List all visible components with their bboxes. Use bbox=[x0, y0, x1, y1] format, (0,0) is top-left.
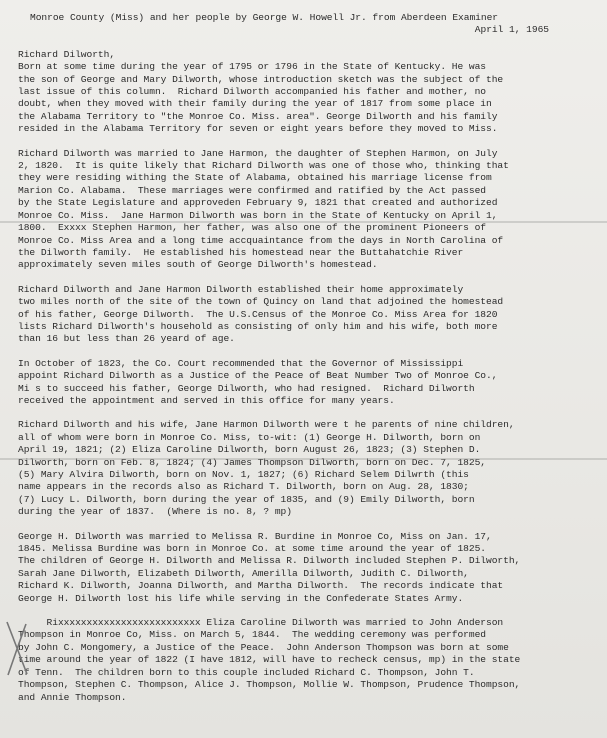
text-line: 1845. Melissa Burdine was born in Monroe Co. at some time around the year of 1825. bbox=[18, 543, 486, 555]
text-line: approximately seven miles south of George Dilworth's homestead. bbox=[18, 259, 378, 271]
paper-fold-line bbox=[0, 221, 607, 223]
header-date: April 1, 1965 bbox=[474, 24, 549, 36]
text-line: 1800. Exxxx Stephen Harmon, her father, was also one of the prominent Pioneers of bbox=[18, 222, 486, 234]
text-line: Mi s to succeed his father, George Dilworth, who had resigned. Richard Dilworth bbox=[18, 382, 475, 394]
paper-fold-line bbox=[0, 458, 607, 460]
text-line: Born at some time during the year of 1795 or 1796 in the State of Kentucky. He was bbox=[18, 61, 486, 73]
text-line: Richard Dilworth and Jane Harmon Dilworth established their home approximately bbox=[18, 283, 464, 295]
text-line: Rixxxxxxxxxxxxxxxxxxxxxxxxx Eliza Caroline Dilworth was married to John Anderson bbox=[18, 617, 504, 629]
text-line: Thompson in Monroe Co, Miss. on March 5, 1844. The wedding ceremony was performed bbox=[18, 629, 486, 641]
text-line: Richard Dilworth and his wife, Jane Harmon Dilworth were t he parents of nine children, bbox=[18, 419, 515, 431]
document-body bbox=[18, 49, 593, 704]
text-line: The children of George H. Dilworth and Melissa R. Dilworth included Stephen P. Dilworth, bbox=[18, 555, 521, 567]
text-line: (7) Lucy L. Dilworth, born during the year of 1835, and (9) Emily Dilworth, born bbox=[18, 493, 475, 505]
text-line: than 16 but less than 26 yeard of age. bbox=[18, 333, 235, 345]
text-line: the son of George and Mary Dilworth, whose introduction sketch was the subject of the bbox=[18, 73, 504, 85]
paragraph bbox=[18, 358, 593, 408]
text-line: George H. Dilworth lost his life while serving in the Confederate States Army. bbox=[18, 592, 464, 604]
text-line: last issue of this column. Richard Dilworth accompanied his father and mother, no bbox=[18, 86, 486, 98]
text-line: (5) Mary Alvira Dilworth, born on Nov. 1, 1827; (6) Richard Selem Dilwrth (this bbox=[18, 469, 469, 480]
paragraph bbox=[18, 284, 593, 346]
text-line: of Tenn. The children born to this couple included Richard C. Thompson, John T. bbox=[18, 666, 475, 678]
text-line: 2, 1820. It is quite likely that Richard Dilworth was one of those who, thinking that bbox=[18, 160, 509, 172]
paragraph bbox=[18, 148, 593, 272]
text-line: lists Richard Dilworth's household as consisting of only him and his wife, both more bbox=[18, 320, 498, 332]
text-line: April 19, 1821; (2) Eliza Caroline Dilworth, born August 26, 1823; (3) Stephen D. bbox=[18, 444, 481, 456]
paragraph bbox=[18, 419, 593, 518]
text-line: Richard Dilworth was married to Jane Harmon, the daughter of Stephen Harmon, on July bbox=[18, 147, 498, 159]
text-line: by the State Legislature and approveden February 9, 1821 that created and authorized bbox=[18, 197, 498, 209]
text-line: appoint Richard Dilworth as a Justice of the Peace of Beat Number Two of Monroe Co., bbox=[18, 370, 498, 382]
text-line: Richard Dilworth, bbox=[18, 48, 116, 60]
text-line: the Dilworth family. He established his homestead near the Buttahatchie River bbox=[18, 246, 464, 258]
text-line: received the appointment and served in this office for many years. bbox=[18, 394, 395, 406]
text-line: In October of 1823, the Co. Court recommended that the Governor of Mississippi bbox=[18, 357, 464, 369]
text-line: two miles north of the site of the town of Quincy on land that adjoined the homestead bbox=[18, 296, 504, 308]
text-line: by John C. Mongomery, a Justice of the Peace. John Anderson Thompson was born at some bbox=[18, 641, 509, 653]
text-line: Richard K. Dilworth, Joanna Dilworth, and Martha Dilworth. The records indicate that bbox=[18, 580, 504, 592]
text-line: the Alabama Territory to "the Monroe Co. Miss. area". George Dilworth and his family bbox=[18, 110, 498, 122]
text-line: Marion Co. Alabama. These marriages were confirmed and ratified by the Act passed bbox=[18, 184, 486, 196]
paragraph bbox=[18, 531, 593, 605]
text-line: doubt, when they moved with their family during the year of 1817 from some place in bbox=[18, 98, 492, 110]
header-title: Monroe County (Miss) and her people by George W. Howell Jr. from Aberdeen Examiner bbox=[30, 12, 498, 23]
text-line: name appears in the records also as Richard T. Dilworth, born on Aug. 28, 1830; bbox=[18, 481, 469, 493]
text-line: of his father, George Dilworth. The U.S.Census of the Monroe Co. Miss Area for 1820 bbox=[18, 308, 498, 320]
text-line: resided in the Alabama Territory for seven or eight years before they moved to Miss. bbox=[18, 123, 498, 135]
text-line: Sarah Jane Dilworth, Elizabeth Dilworth, Amerilla Dilworth, Judith C. Dilworth, bbox=[18, 567, 469, 579]
text-line: and Annie Thompson. bbox=[18, 691, 127, 703]
text-line: Monroe Co. Miss Area and a long time accquaintance from the days in North Carolina of bbox=[18, 234, 504, 246]
text-line: during the year of 1837. (Where is no. 8, ? mp) bbox=[18, 506, 292, 518]
text-line: they were residing withing the State of Alabama, obtained his marriage license from bbox=[18, 172, 492, 184]
text-line: time around the year of 1822 (I have 1812, will have to recheck census, mp) in the state bbox=[18, 654, 521, 666]
text-line: George H. Dilworth was married to Melissa R. Burdine in Monroe Co, Miss on Jan. 17, bbox=[18, 530, 492, 542]
paragraph bbox=[18, 617, 593, 704]
handwritten-x-mark bbox=[4, 618, 30, 678]
text-line: Dilworth, born on Feb. 8, 1824; (4) James Thompson Dilworth, born on Dec. 7, 1825, bbox=[18, 456, 486, 468]
document-header bbox=[30, 12, 593, 37]
paragraph bbox=[18, 49, 593, 136]
text-line: Monroe Co. Miss. Jane Harmon Dilworth was born in the State of Kentucky on April 1, bbox=[18, 209, 498, 221]
text-line: all of whom were born in Monroe Co. Miss, to-wit: (1) George H. Dilworth, born on bbox=[18, 431, 481, 443]
text-line: Thompson, Stephen C. Thompson, Alice J. Thompson, Mollie W. Thompson, Prudence Thompson, bbox=[18, 679, 521, 691]
